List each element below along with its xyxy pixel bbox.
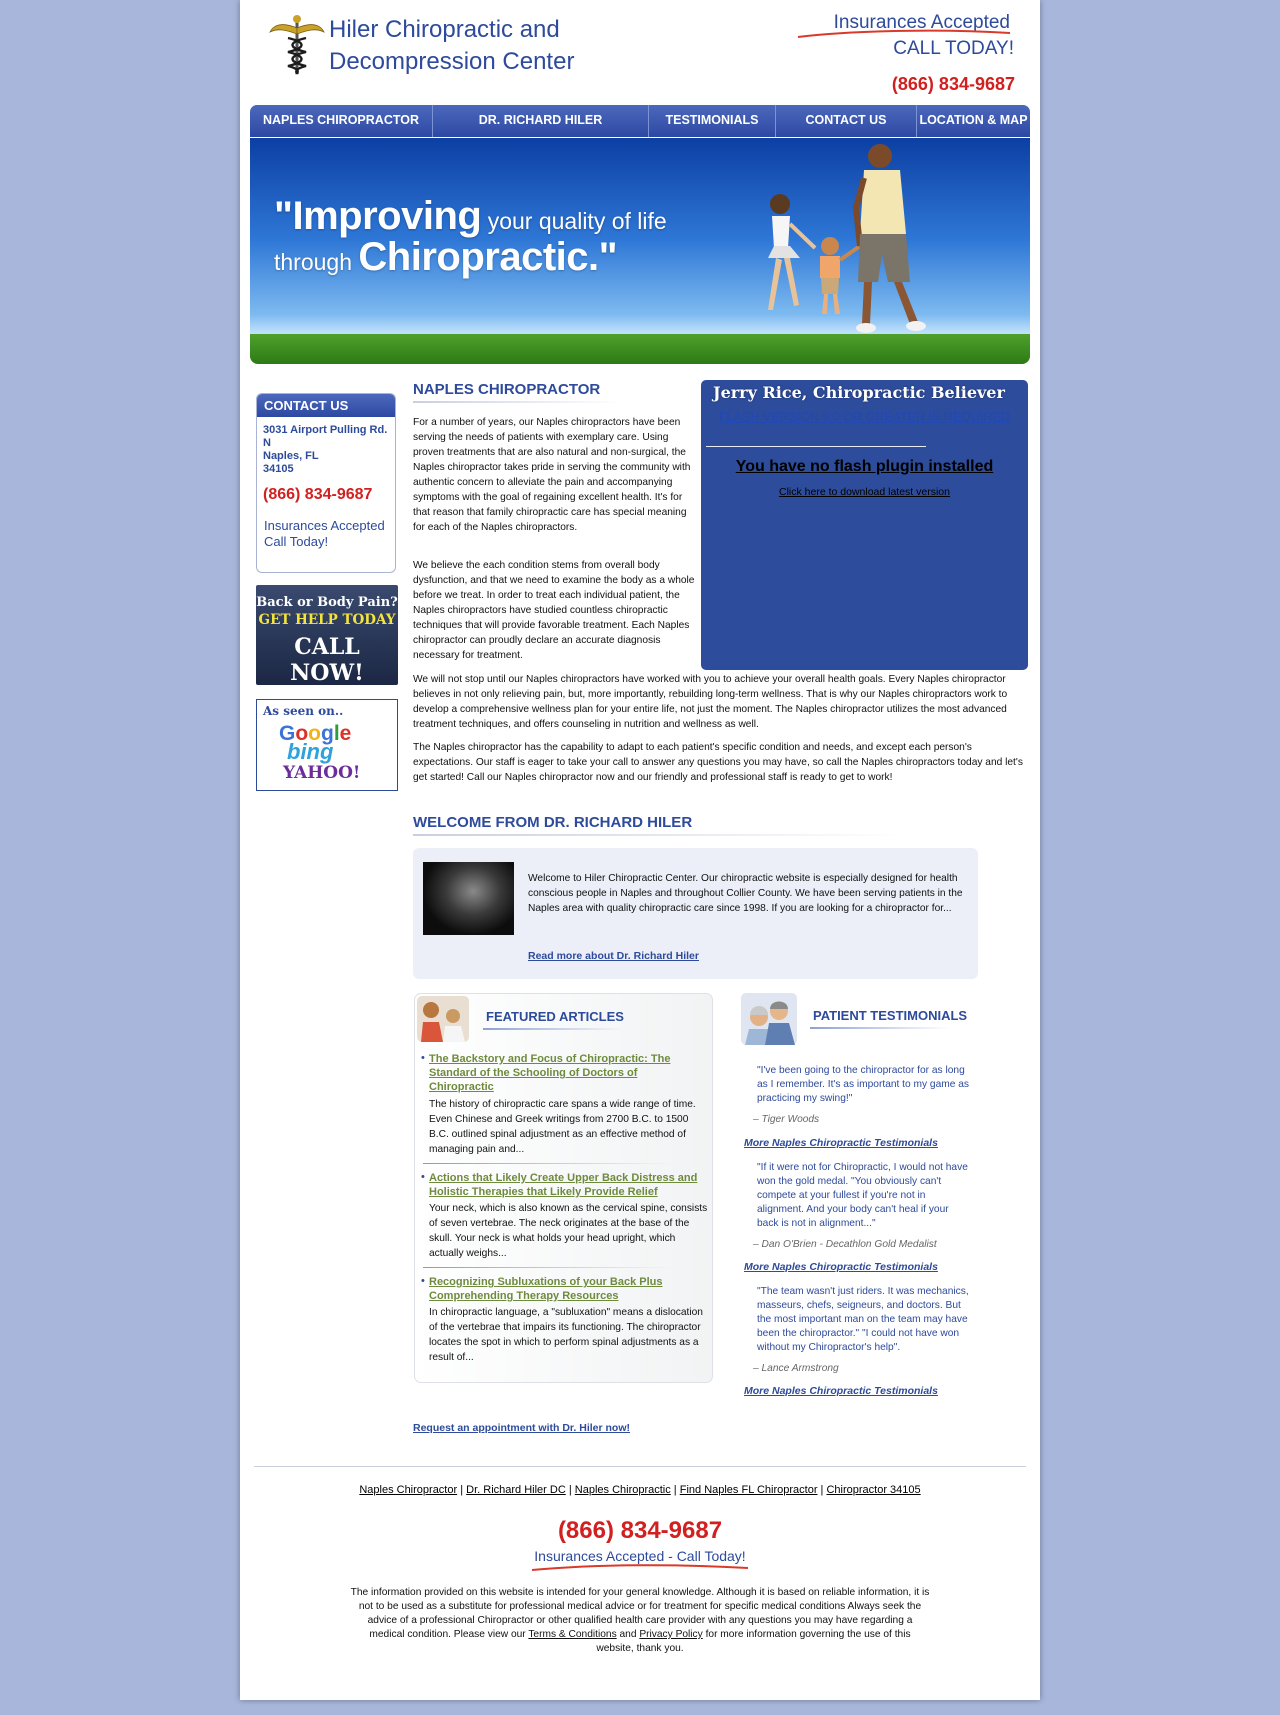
yahoo-logo: YAHOO! — [283, 763, 361, 783]
footer-phone[interactable]: (866) 834-9687 — [557, 1517, 723, 1544]
footer-separator: | — [817, 1484, 827, 1496]
footer-link-naples-chiropractic[interactable]: Naples Chiropractic — [574, 1484, 671, 1496]
contact-box — [256, 393, 396, 573]
featured-heading: FEATURED ARTICLES — [486, 1009, 624, 1024]
main-para3: We will not stop until our Naples chiropractors have worked with you to achieve your overall health goals. Every Naples chiropractor believes in not only relieving pain, but, more importantly, rebuilding long-term wellness. That is why our Naples chiropractors work to develop a comprehensive wellness plan for your entire life, not just the moment. The Naples chiropractor utilizes the most advanced treatment techniques, and offers counseling in nutrition and wellness as well. — [413, 674, 1008, 730]
site-title-line2: Decompression Center — [329, 48, 575, 75]
footer-link-chiropractor-34105[interactable]: Chiropractor 34105 — [826, 1484, 921, 1496]
video-rule — [706, 446, 926, 447]
doctor-photo — [423, 862, 514, 935]
contact-address — [257, 417, 395, 476]
video-title: Jerry Rice, Chiropractic Believer — [713, 383, 1005, 402]
article-title-3[interactable]: Recognizing Subluxations of your Back Plus Comprehending Therapy Resources — [429, 1276, 663, 1302]
welcome-box — [413, 848, 978, 979]
welcome-heading-rule — [413, 834, 903, 836]
more-testimonials-link-1[interactable]: More Naples Chiropractic Testimonials — [744, 1137, 938, 1149]
contact-ins-line1: Insurances Accepted — [264, 518, 385, 533]
article-title-1[interactable]: The Backstory and Focus of Chiropractic: The Standard of the Schooling of Doctors of Chiropractic — [429, 1053, 671, 1093]
read-more-link[interactable]: Read more about Dr. Richard Hiler — [528, 950, 699, 962]
nav-contact-us[interactable]: CONTACT US — [776, 105, 917, 137]
caduceus-logo-icon — [268, 14, 326, 76]
contact-ins-line2: Call Today! — [264, 534, 329, 549]
article-bullet: • — [421, 1171, 425, 1183]
no-flash-message: You have no flash plugin installed — [735, 458, 994, 475]
contact-phone[interactable]: (866) 834-9687 — [263, 486, 373, 503]
page-container — [240, 0, 1040, 1700]
featured-heading-rule — [483, 1028, 623, 1030]
nav-dr-richard-hiler[interactable]: DR. RICHARD HILER — [433, 105, 649, 137]
download-flash-link[interactable]: Click here to download latest version — [778, 486, 950, 498]
main-heading-rule — [413, 401, 623, 403]
footer-link-find-naples[interactable]: Find Naples FL Chiropractor — [679, 1484, 818, 1496]
footer-separator: | — [457, 1484, 467, 1496]
article-title-2[interactable]: Actions that Likely Create Upper Back Distress and Holistic Therapies that Likely Provide Relief — [429, 1172, 698, 1198]
back-pain-banner[interactable] — [256, 585, 398, 685]
main-para1: For a number of years, our Naples chiropractors have been serving the needs of patients with exemplary care. Using proven treatments that are also natural and non-surgical, the Naples chiropractor takes pride in serving the community with authentic concern to alleviate the pain and accompanying symptoms with the goal of regaining excellent health. It's for that reason that family chiropractic care has special meaning for each of the Naples chiropractors. — [413, 417, 691, 533]
testimonials-heading-rule — [810, 1027, 950, 1029]
nav-location-map[interactable]: LOCATION & MAP — [919, 113, 1028, 127]
footer-links — [240, 1484, 1040, 1496]
article-bullet: • — [421, 1052, 425, 1064]
family-walking-image — [760, 138, 1030, 364]
main-para4: The Naples chiropractor has the capability to adapt to each patient's specific condition and needs, and except each person's expectations. Our staff is eager to take your call to answer any questions you may have, so call the Naples chiropractors today and let's get started! Call our Naples chiropractor now and our friendly and professional staff is ready to get to work! — [413, 742, 1023, 783]
disclaimer — [350, 1586, 930, 1656]
banner-line2: GET HELP TODAY — [258, 612, 396, 628]
privacy-link[interactable]: Privacy Policy — [639, 1629, 703, 1640]
nav-naples-chiropractor[interactable]: NAPLES CHIROPRACTOR — [250, 105, 433, 137]
as-seen-label: As seen on.. — [263, 704, 344, 718]
disclaimer-end: for more information governing the use of this website, thank you. — [596, 1629, 911, 1654]
site-title-line1: Hiler Chiropractic and — [329, 16, 560, 43]
testimonials-heading: PATIENT TESTIMONIALS — [813, 1008, 968, 1023]
video-panel — [701, 380, 1028, 670]
address-line4: 34105 — [263, 463, 294, 475]
article-body-3: In chiropractic language, a "subluxation" means a dislocation of the vertebrae that impairs its functioning. The chiropractor locates the spot in which to perform spinal adjustments as a result of... — [429, 1307, 703, 1363]
hero-phrase-quality: your quality of life — [481, 208, 667, 234]
more-testimonials-link-3[interactable]: More Naples Chiropractic Testimonials — [744, 1385, 938, 1397]
footer-link-dr-richard-hiler[interactable]: Dr. Richard Hiler DC — [466, 1484, 566, 1496]
header-phone[interactable]: (866) 834-9687 — [891, 74, 1015, 94]
nav-testimonials[interactable]: TESTIMONIALS — [649, 105, 776, 137]
address-line1: 3031 Airport Pulling Rd. — [263, 424, 388, 436]
address-line2: N — [263, 437, 271, 449]
hero-word-improving: Improving — [292, 194, 482, 238]
disclaimer-and: and — [616, 1629, 640, 1640]
hero-banner — [250, 138, 1030, 364]
article-body-2: Your neck, which is also known as the cervical spine, consists of seven vertebrae. The neck originates at the base of the skull. Your neck is what holds your head upright, which actually weighs... — [429, 1203, 708, 1259]
hero-word-chiropractic: Chiropractic." — [358, 235, 618, 279]
welcome-heading: WELCOME FROM DR. RICHARD HILER — [413, 814, 693, 831]
swoosh-underline-icon — [530, 1563, 750, 1573]
testimonial-author-3: – Lance Armstrong — [753, 1363, 839, 1374]
testimonial-author-2: – Dan O'Brien - Decathlon Gold Medalist — [753, 1239, 937, 1250]
address-line3: Naples, FL — [263, 450, 319, 462]
testimonials-image — [741, 993, 797, 1045]
bing-logo: bing — [287, 739, 334, 764]
article-separator — [423, 1163, 673, 1164]
header-call-today: CALL TODAY! — [893, 38, 1014, 59]
site-title[interactable] — [329, 14, 629, 78]
main-para2: We believe the each condition stems from overall body dysfunction, and that we need to examine the body as a whole before we treat. In order to treat each individual patient, the Naples chiropractors have studied countless chiropractic techniques that will provide favorable treatment. Each Naples chiropractor can proudly declare an accurate diagnosis necessary for treatment. — [413, 560, 695, 661]
footer-link-naples-chiropractor[interactable]: Naples Chiropractor — [359, 1484, 458, 1496]
footer-separator: | — [670, 1484, 680, 1496]
request-appointment-link[interactable]: Request an appointment with Dr. Hiler now! — [413, 1422, 631, 1434]
as-seen-on-box — [256, 699, 398, 791]
hero-phrase-through: through — [274, 249, 359, 275]
header-insurances-accepted: Insurances Accepted — [833, 12, 1010, 33]
testimonial-quote-1: "I've been going to the chiropractor for as long as I remember. It's as important to my game as practicing my swing!" — [757, 1065, 969, 1104]
terms-link[interactable]: Terms & Conditions — [528, 1629, 617, 1640]
main-nav — [250, 105, 1030, 137]
disclaimer-text: The information provided on this website is intended for your general knowledge. Although it is based on reliable information, it is not to be used as a substitute for professional medical advice or for treatment for specific medical conditions Always seek the advice of a professional Chiropractor or other qualified health care provider with any questions you may have regarding a medical condition. Please view our — [350, 1587, 930, 1640]
welcome-text: Welcome to Hiler Chiropractic Center. Our chiropractic website is especially designed for health conscious people in Naples and throughout Collier County. We have been serving patients in the Naples area with quality chiropractic care since 1998. If you are looking for a chiropractor for... — [528, 873, 963, 914]
flash-required-link[interactable]: FLASH VERSION 9.0 OR GREATER IS REQUIRED — [719, 410, 1010, 424]
hero-tagline — [274, 194, 667, 280]
footer-divider — [254, 1466, 1026, 1467]
testimonial-author-1: – Tiger Woods — [753, 1114, 820, 1125]
hero-open-quote: " — [274, 194, 293, 238]
article-separator — [423, 1267, 673, 1268]
banner-line1: Back or Body Pain? — [256, 595, 398, 610]
main-heading: NAPLES CHIROPRACTOR — [413, 381, 601, 398]
featured-articles-box — [414, 993, 713, 1383]
testimonial-quote-3: "The team wasn't just riders. It was mechanics, masseurs, chefs, seigneurs, and doctors. But the most important man on the team may have been the chiropractor." "I could not have won without my Chiropractor's help". — [757, 1286, 969, 1353]
article-body-1: The history of chiropractic care spans a wide range of time. Even Chinese and Greek writings from 2700 B.C. to 1500 B.C. outlined spinal adjustment as an effective method of managing pain and... — [429, 1099, 696, 1155]
featured-articles-image — [417, 996, 469, 1042]
footer-insurances: Insurances Accepted - Call Today! — [534, 1548, 746, 1564]
more-testimonials-link-2[interactable]: More Naples Chiropractic Testimonials — [744, 1261, 938, 1273]
contact-insurances — [257, 504, 395, 550]
banner-line3: CALL NOW! — [290, 634, 364, 686]
footer-separator: | — [565, 1484, 575, 1496]
testimonial-quote-2: "If it were not for Chiropractic, I would not have won the gold medal. "You obviously can't compete at your fullest if you're not in alignment. And your body can't heal if your back is not in alignment..." — [757, 1162, 968, 1229]
article-bullet: • — [421, 1275, 425, 1287]
google-logo: Google — [279, 722, 352, 745]
contact-heading: CONTACT US — [257, 394, 395, 417]
